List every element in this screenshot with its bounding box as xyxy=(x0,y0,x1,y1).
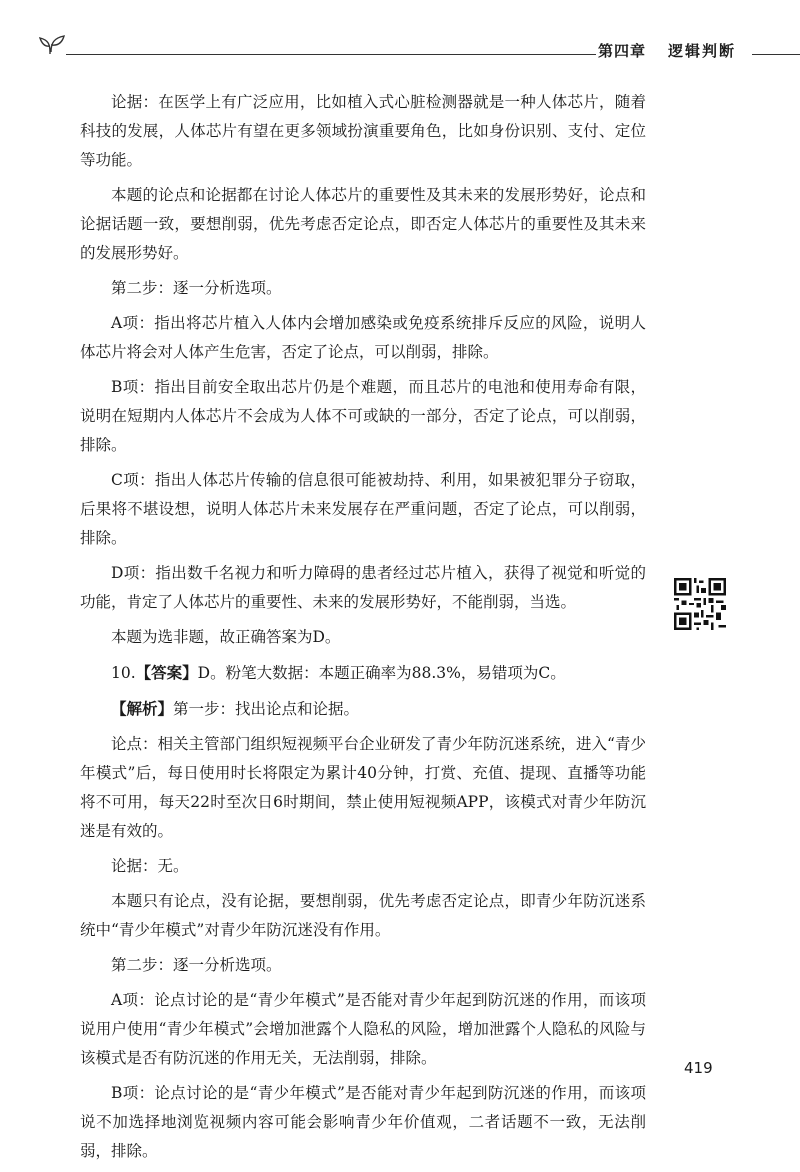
paragraph: 本题只有论点，没有论据，要想削弱，优先考虑否定论点，即青少年防沉迷系统中“青少年模式”对青少年防沉迷没有作用。 xyxy=(80,892,646,939)
paragraph: 第二步：逐一分析选项。 xyxy=(111,956,282,974)
paragraph: A项：指出将芯片植入人体内会增加感染或免疫系统排斥反应的风险，说明人体芯片将会对人体产生危害，否定了论点，可以削弱，排除。 xyxy=(80,314,646,361)
chapter-title: 逻辑判断 xyxy=(668,42,737,60)
qr-code[interactable] xyxy=(674,578,726,630)
answer-text: D。粉笔大数据：本题正确率为88.3%，易错项为C。 xyxy=(197,664,566,682)
paragraph: 论据：无。 xyxy=(111,857,189,875)
paragraph: A项：论点讨论的是“青少年模式”是否能对青少年起到防沉迷的作用，而该项说用户使用“青少年模式”会增加泄露个人隐私的风险，增加泄露个人隐私的风险与该模式是否有防沉迷的作用无关，无法削弱，排除。 xyxy=(80,991,646,1067)
paragraph: 本题的论点和论据都在讨论人体芯片的重要性及其未来的发展形势好，论点和论据话题一致，要想削弱，优先考虑否定论点，即否定人体芯片的重要性及其未来的发展形势好。 xyxy=(80,186,646,262)
answer-line xyxy=(80,658,646,688)
page-body xyxy=(80,88,646,1172)
chapter-label: 第四章 xyxy=(598,42,647,60)
paragraph: 本题为选非题，故正确答案为D。 xyxy=(111,628,341,646)
paragraph: 论据：在医学上有广泛应用，比如植入式心脏检测器就是一种人体芯片，随着科技的发展，人体芯片有望在更多领域扮演重要角色，比如身份识别、支付、定位等功能。 xyxy=(80,93,646,169)
page-number: 419 xyxy=(684,1059,713,1077)
analysis-text: 第一步：找出论点和论据。 xyxy=(173,700,360,718)
paragraph: 第二步：逐一分析选项。 xyxy=(111,279,282,297)
sprout-icon xyxy=(36,32,68,54)
paragraph: 论点：相关主管部门组织短视频平台企业研发了青少年防沉迷系统，进入“青少年模式”后，每日使用时长将限定为累计40分钟，打赏、充值、提现、直播等功能将不可用，每天22时至次日6时期间，禁止使用短视频APP，该模式对青少年防沉迷是有效的。 xyxy=(80,735,646,840)
analysis-label: 【解析】 xyxy=(111,699,174,718)
analysis-line xyxy=(80,694,646,724)
page-header xyxy=(36,30,770,70)
paragraph: B项：论点讨论的是“青少年模式”是否能对青少年起到防沉迷的作用，而该项说不加选择地浏览视频内容可能会影响青少年价值观，二者话题不一致，无法削弱，排除。 xyxy=(80,1084,646,1160)
paragraph: B项：指出目前安全取出芯片仍是个难题，而且芯片的电池和使用寿命有限，说明在短期内人体芯片不会成为人体不可或缺的一部分，否定了论点，可以削弱，排除。 xyxy=(80,378,646,454)
paragraph: D项：指出数千名视力和听力障碍的患者经过芯片植入，获得了视觉和听觉的功能，肯定了人体芯片的重要性、未来的发展形势好，不能削弱，当选。 xyxy=(80,564,646,611)
question-number: 10. xyxy=(111,664,136,682)
header-rule-end xyxy=(752,54,800,55)
answer-label: 【答案】 xyxy=(135,663,198,682)
paragraph: C项：指出人体芯片传输的信息很可能被劫持、利用，如果被犯罪分子窃取，后果将不堪设想，说明人体芯片未来发展存在严重问题，否定了论点，可以削弱，排除。 xyxy=(80,471,646,547)
header-rule xyxy=(66,54,596,55)
